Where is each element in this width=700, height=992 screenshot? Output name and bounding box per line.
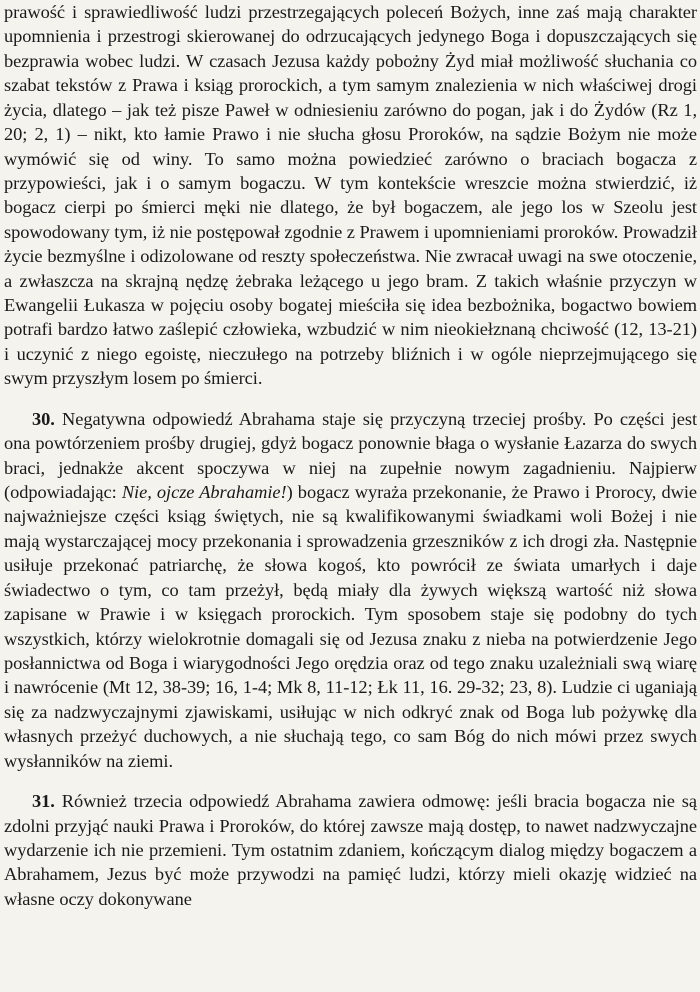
paragraph-gap xyxy=(4,391,697,407)
paragraph-number: 31. xyxy=(32,791,55,812)
paragraph-31 xyxy=(4,789,697,911)
paragraph-continued xyxy=(4,0,697,391)
paragraph-text: prawość i sprawiedliwość ludzi przestrzegających poleceń Bożych, inne zaś mają charakter upomnienia i przestrogi skierowanej do odrzucających jedynego Boga i dopuszczających się bezprawia wobec ludzi. W czasach Jezusa każdy pobożny Żyd miał możliwość słuchania co szabat tekstów z Prawa i ksiąg prorockich, a tym samym znalezienia w nich właściwej drogi życia, dlatego – jak też pisze Paweł w odniesieniu zarówno do pogan, jak i do Żydów (Rz 1, 20; 2, 1) – nikt, kto łamie Prawo i nie słucha głosu Proroków, na sądzie Bożym nie może wymówić się od winy. To samo można powiedzieć zarówno o braciach bogacza z przypowieści, jak i o samym bogaczu. W tym kontekście wreszcie można stwierdzić, iż bogacz cierpi po śmierci męki nie dlatego, że był bogaczem, ale jego los w Szeolu jest spowodowany tym, iż nie postępował zgodnie z Prawem i upomnieniami proroków. Prowadził życie bezmyślne i odizolowane od reszty społeczeństwa. Nie zwracał uwagi na swe otoczenie, a zwłaszcza na skrajną nędzę żebraka leżącego u jego bram. Z takich właśnie przyczyn w Ewangelii Łukasza w pojęciu osoby bogatej mieściła się idea bezbożnika, bogactwo bowiem potrafi bardzo łatwo zaślepić człowieka, wzbudzić w nim nieokiełznaną chciwość (12, 13-21) i uczynić z niego egoistę, nieczułego na potrzeby bliźnich i w ogóle nieprzejmującego się swym przyszłym losem po śmierci. xyxy=(4,2,697,389)
italic-quote: Nie, ojcze Abrahamie! xyxy=(121,482,287,503)
paragraph-30 xyxy=(4,407,697,773)
paragraph-text: Również trzecia odpowiedź Abrahama zawiera odmowę: jeśli bracia bogacza nie są zdolni przyjąć nauki Prawa i Proroków, do której zawsze mają dostęp, to nawet nadzwyczajne wydarzenie ich nie przemieni. Tym ostatnim zdaniem, kończącym dialog między bogaczem a Abrahamem, Jezus być może przywodzi na pamięć ludzi, którzy mieli okazję widzieć na własne oczy dokonywane xyxy=(4,791,697,909)
paragraph-text: ) bogacz wyraża przekonanie, że Prawo i Prorocy, dwie najważniejsze części ksiąg świętych, nie są kwalifikowanymi świadkami woli Bożej i nie mają wystarczającej mocy przekonania i sprowadzenia grzeszników z ich drogi zła. Następnie usiłuje przekonać patriarchę, że słowa kogoś, kto powrócił ze świata umarłych i daje świadectwo o tym, co tam przeżył, będą miały dla żywych większą wartość niż słowa zapisane w Prawie i w księgach prorockich. Tym sposobem staje się podobny do tych wszystkich, którzy wielokrotnie domagali się od Jezusa znaku z nieba na potwierdzenie Jego posłannictwa od Boga i wiarygodności Jego orędzia oraz od tego znaku uzależniali swą wiarę i nawrócenie (Mt 12, 38-39; 16, 1-4; Mk 8, 11-12; Łk 11, 16. 29-32; 23, 8). Ludzie ci uganiają się za nadzwyczajnymi zjawiskami, usiłując w nich odkryć znak od Boga lub pożywkę dla własnych przeżyć duchowych, a nie słuchają tego, co sam Bóg do nich mówi przez swych wysłanników na ziemi. xyxy=(4,482,698,771)
paragraph-text: Negatywna odpowiedź Abrahama staje się przyczyną trzeciej prośby. Po części jest ona powtórzeniem prośby drugiej, gdyż bogacz ponownie błaga o wysłanie Łazarza do swych braci, jednakże akcent spoczywa w niej na zupełnie nowym zagadnieniu. Najpierw (odpowiadając: xyxy=(4,408,697,503)
paragraph-gap xyxy=(4,773,697,789)
paragraph-number: 30. xyxy=(32,408,55,429)
